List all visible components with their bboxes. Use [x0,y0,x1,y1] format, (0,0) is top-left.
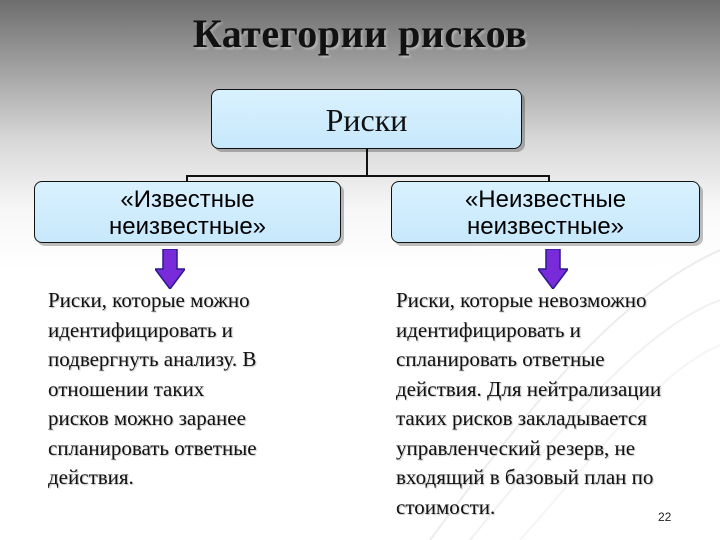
down-arrow-shape-right [538,249,568,289]
risks-root-label: Риски [325,102,408,138]
known-unknowns-box [34,181,341,243]
page-number: 22 [658,510,672,524]
unknown-unknowns-box [391,181,700,243]
unknown-unknowns-description: Риски, которые невозможно идентифицировать и спланировать ответные действия. Для нейтрализации таких рисков закладывается управленческий резерв, не входящий в базовый план по стоимости. [396,288,662,519]
down-arrow-icon [155,249,185,289]
slide-title: Категории рисков [192,11,528,56]
connector-horizontal [186,175,550,177]
known-unknowns-line2: неизвестные» [108,213,267,240]
connector-root-down [366,149,368,176]
known-unknowns-description: Риски, которые можно идентифицировать и подвергнуть анализу. В отношении таких рисков можно заранее спланировать ответные действия. [48,288,257,489]
down-arrow-icon [538,249,568,289]
down-arrow-shape-left [155,249,185,289]
unknown-unknowns-line1: «Неизвестные [464,186,627,213]
risks-root-box [211,89,522,149]
unknown-unknowns-line2: неизвестные» [466,213,625,240]
known-unknowns-line1: «Известные [120,186,255,213]
